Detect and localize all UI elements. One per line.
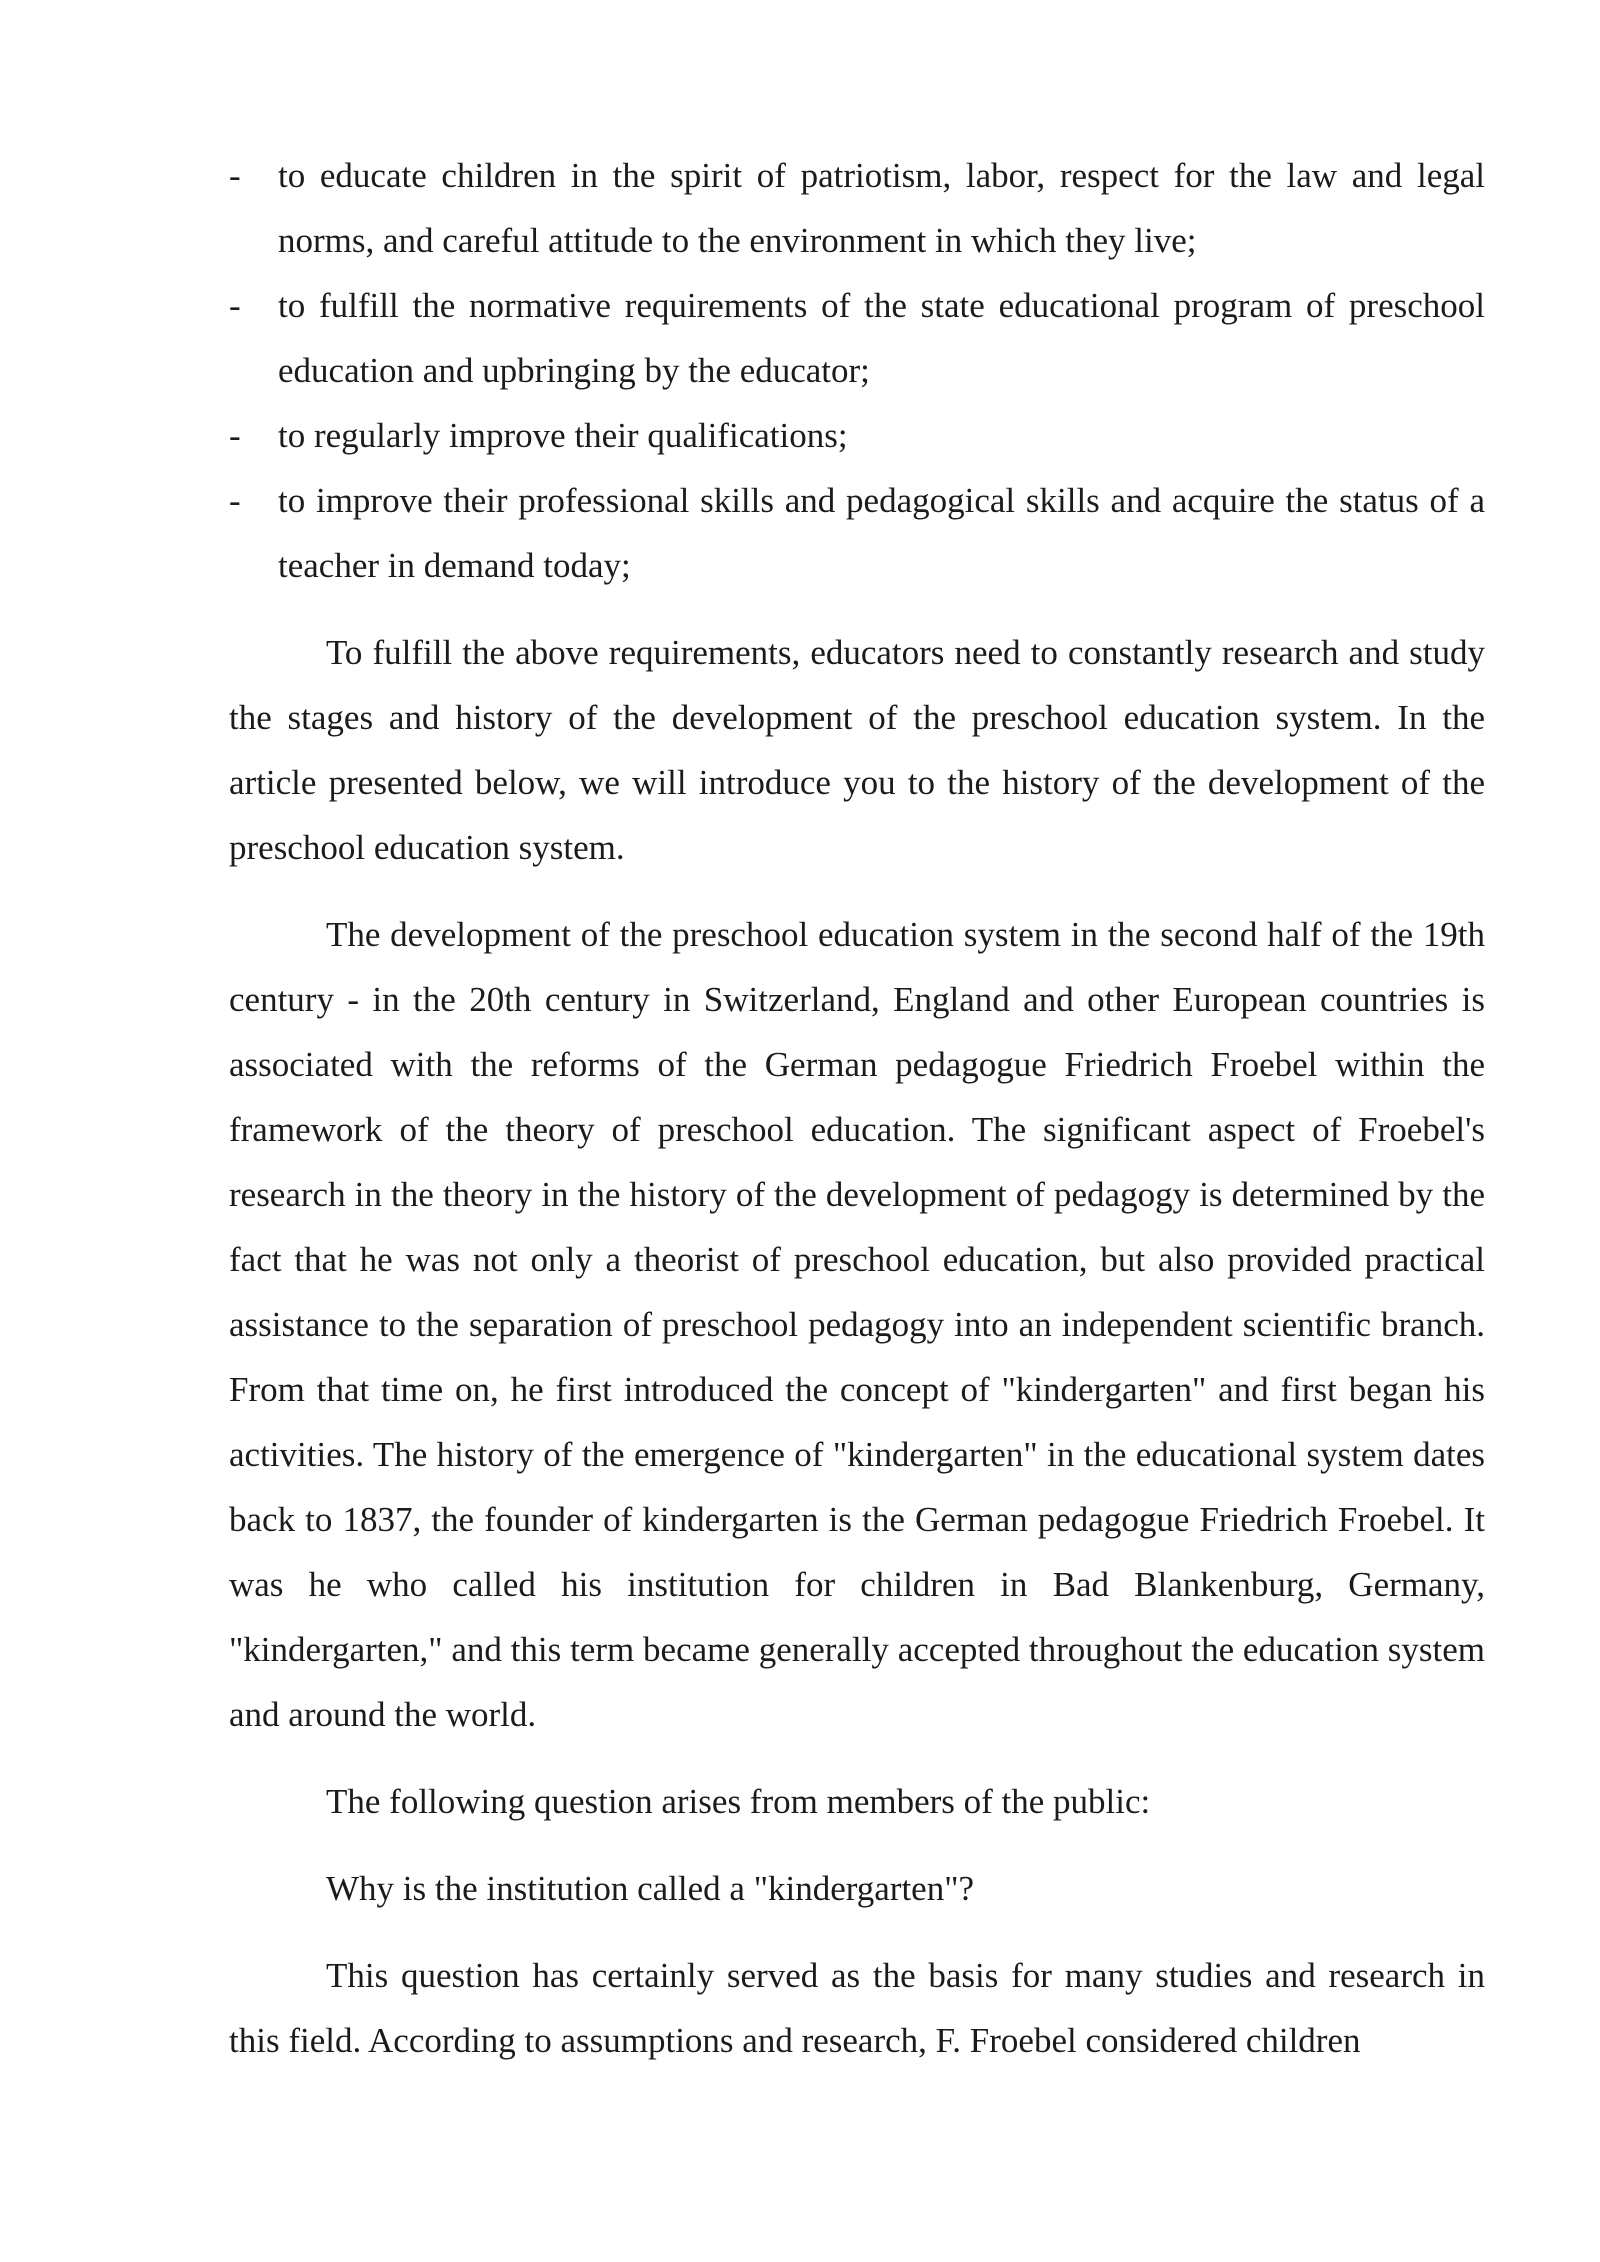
dash-bullet-icon: - [229,156,241,195]
dash-bullet-icon: - [229,416,241,455]
paragraph-kindergarten-question: Why is the institution called a "kindergarten"? [326,1869,975,1908]
list-item [133,143,1485,273]
paragraph-froebel-history: The development of the preschool education system in the second half of the 19th century - in the 20th century in Switzerland, England and other European countries is associated with the reforms of the German pedagogue Friedrich Froebel within the framework of the theory of preschool education. The significant aspect of Froebel's research in the theory in the history of the development of pedagogy is determined by the fact that he was not only a theorist of preschool education, but also provided practical assistance to the separation of preschool pedagogy into an independent scientific branch. From that time on, he first introduced the concept of "kindergarten" and first began his activities. The history of the emergence of "kindergarten" in the educational system dates back to 1837, the founder of kindergarten is the German pedagogue Friedrich Froebel. It was he who called his institution for children in Bad Blankenburg, Germany, "kindergarten," and this term became generally accepted throughout the education system and around the world. [229,915,1485,1734]
list-item-text: to improve their professional skills and pedagogical skills and acquire the status of a teacher in demand today; [278,481,1485,585]
list-item-text: to fulfill the normative requirements of the state educational program of preschool education and upbringing by the educator; [278,286,1485,390]
document-body [229,143,1485,2073]
paragraph-research-basis: This question has certainly served as the basis for many studies and research in this field. According to assumptions and research, F. Froebel considered children [229,1956,1485,2060]
list-item [133,403,1485,468]
requirements-list [229,143,1485,598]
list-item-text: to regularly improve their qualifications; [278,416,848,455]
paragraph-requirements-intro: To fulfill the above requirements, educators need to constantly research and study the stages and history of the development of the preschool education system. In the article presented below, we will introduce you to the history of the development of the preschool education system. [229,633,1485,867]
list-item-text: to educate children in the spirit of patriotism, labor, respect for the law and legal norms, and careful attitude to the environment in which they live; [278,156,1485,260]
paragraph-public-question-intro: The following question arises from members of the public: [326,1782,1151,1821]
dash-bullet-icon: - [229,481,241,520]
dash-bullet-icon: - [229,286,241,325]
list-item [133,468,1485,598]
list-item [133,273,1485,403]
